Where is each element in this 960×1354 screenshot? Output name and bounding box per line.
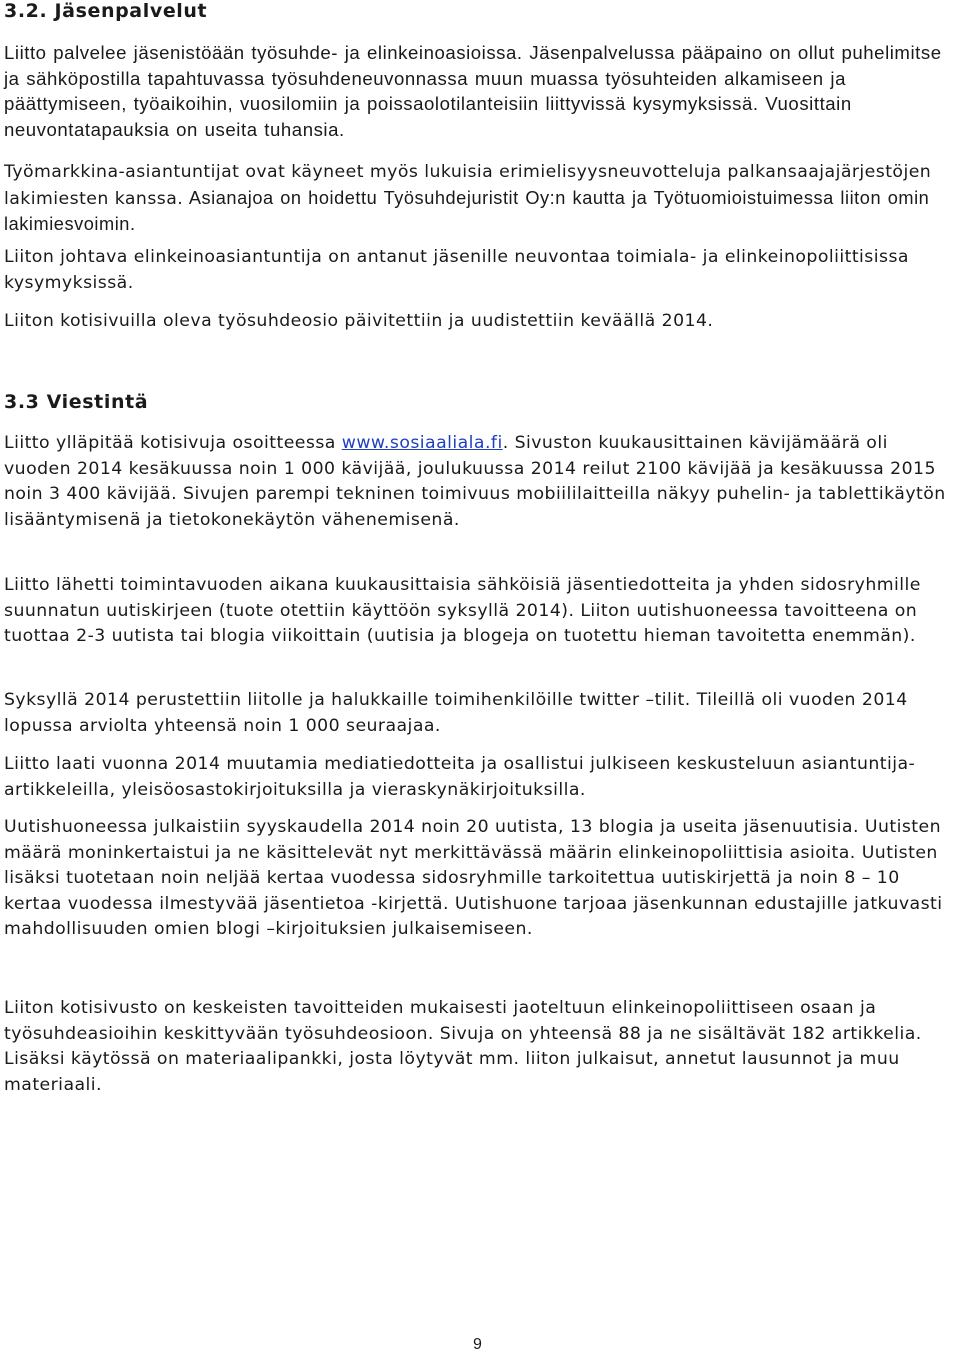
paragraph-business-expert: Liiton johtava elinkeinoasiantuntija on antanut jäsenille neuvontaa toimiala- ja elinkeinopoliittisissa kysymyksissä. [4, 247, 909, 293]
paragraph-website-update: Liiton kotisivuilla oleva työsuhdeosio päivitettiin ja uudistettiin keväällä 2014. [4, 311, 714, 331]
paragraph-media-releases: Liitto laati vuonna 2014 muutamia mediatiedotteita ja osallistui julkiseen keskusteluun asiantuntija-artikkeleilla, yleisöosastokirjoituksilla ja vieraskynäkirjoituksilla. [4, 754, 916, 800]
paragraph-twitter: Syksyllä 2014 perustettiin liitolle ja halukkaille toimihenkilöille twitter –tilit. Tileillä oli vuoden 2014 lopussa arviolta yhteensä noin 1 000 seuraajaa. [4, 690, 908, 736]
section-heading-jasenpalvelut: 3.2. Jäsenpalvelut [4, 0, 208, 22]
paragraph-website-structure: Liiton kotisivusto on keskeisten tavoitteiden mukaisesti jaoteltuun elinkeinopoliittiseen osaan ja työsuhdeasioihin keskittyvään työsuhdeosioon. Sivuja on yhteensä 88 ja ne sisältävät 182 artikkelia. Lisäksi käytössä on materiaalipankki, josta löytyvät mm. liiton julkaisut, annetut lausunnot ja muu materiaali. [4, 998, 922, 1095]
paragraph-website-visitors [4, 431, 956, 533]
paragraph-labour-market-experts [4, 160, 956, 239]
paragraph-member-services [4, 40, 956, 142]
paragraph-newsroom: Uutishuoneessa julkaistiin syyskaudella 2014 noin 20 uutista, 13 blogia ja useita jäsenuutisia. Uutisten määrä moninkertaistui ja ne käsittelevät nyt merkittävässä määrin elinkeinopoliittisia asioita. Uutisten lisäksi tuotetaan noin neljää kertaa vuodessa sidosryhmille tarkoitettua uutiskirjettä ja noin 8 – 10 kertaa vuodessa ilmestyvää jäsentietoa -kirjettä. Uutishuone tarjoaa jäsenkunnan edustajille jatkuvasti mahdollisuuden omien blogi –kirjoituksien julkaisemiseen. [4, 817, 943, 940]
text-run: . Sivuston kuukausittainen kävijämäärä oli vuoden 2014 kesäkuussa noin 1 000 kävijää, joulukuussa 2014 reilut 2100 kävijää ja kesäkuussa 2015 noin 3 400 kävijää. Sivujen parempi tekninen toimivuus mobiililaitteilla näkyy puhelin- ja tablettikäytön lisääntymisenä ja tietokonekäytön vähenemisenä. [4, 433, 946, 530]
text-run: Jäsenpalvelussa pääpaino on ollut puhelimitse ja sähköpostilla tapahtuvassa työsuhdeneuvonnassa muun muassa työsuhteiden alkamiseen ja päättymiseen, työaikoihin, vuosilomiin ja poissaolotilanteisiin liittyvissä kysymyksissä. [4, 42, 942, 115]
text-run: Vuosittain neuvontatapauksia on useita tuhansia. [4, 93, 852, 140]
page-number: 9 [473, 1336, 482, 1353]
section-heading-viestinta: 3.3 Viestintä [4, 391, 149, 413]
text-run: Työmarkkina-asiantuntijat ovat käyneet myös lukuisia erimielisyysneuvotteluja palkansaajajärjestöjen lakimiesten kanssa. [4, 162, 932, 209]
text-run: Asianajoa on hoidettu Työsuhdejuristit Oy:n kautta ja Työtuomioistuimessa liiton omin lakimiesvoimin. [4, 187, 930, 235]
text-run: Liitto ylläpitää kotisivuja osoitteessa [4, 433, 342, 453]
paragraph-newsletters: Liitto lähetti toimintavuoden aikana kuukausittaisia sähköisiä jäsentiedotteita ja yhden sidosryhmille suunnatun uutiskirjeen (tuote otettiin käyttöön syksyllä 2014). Liiton uutishuoneessa tavoitteena on tuottaa 2-3 uutista tai blogia viikoittain (uutisia ja blogeja on tuotettu hieman tavoitetta enemmän). [4, 575, 921, 647]
text-run: Liitto palvelee jäsenistöään työsuhde- ja elinkeinoasioissa. [4, 42, 523, 63]
website-link[interactable]: www.sosiaaliala.fi [341, 433, 503, 453]
